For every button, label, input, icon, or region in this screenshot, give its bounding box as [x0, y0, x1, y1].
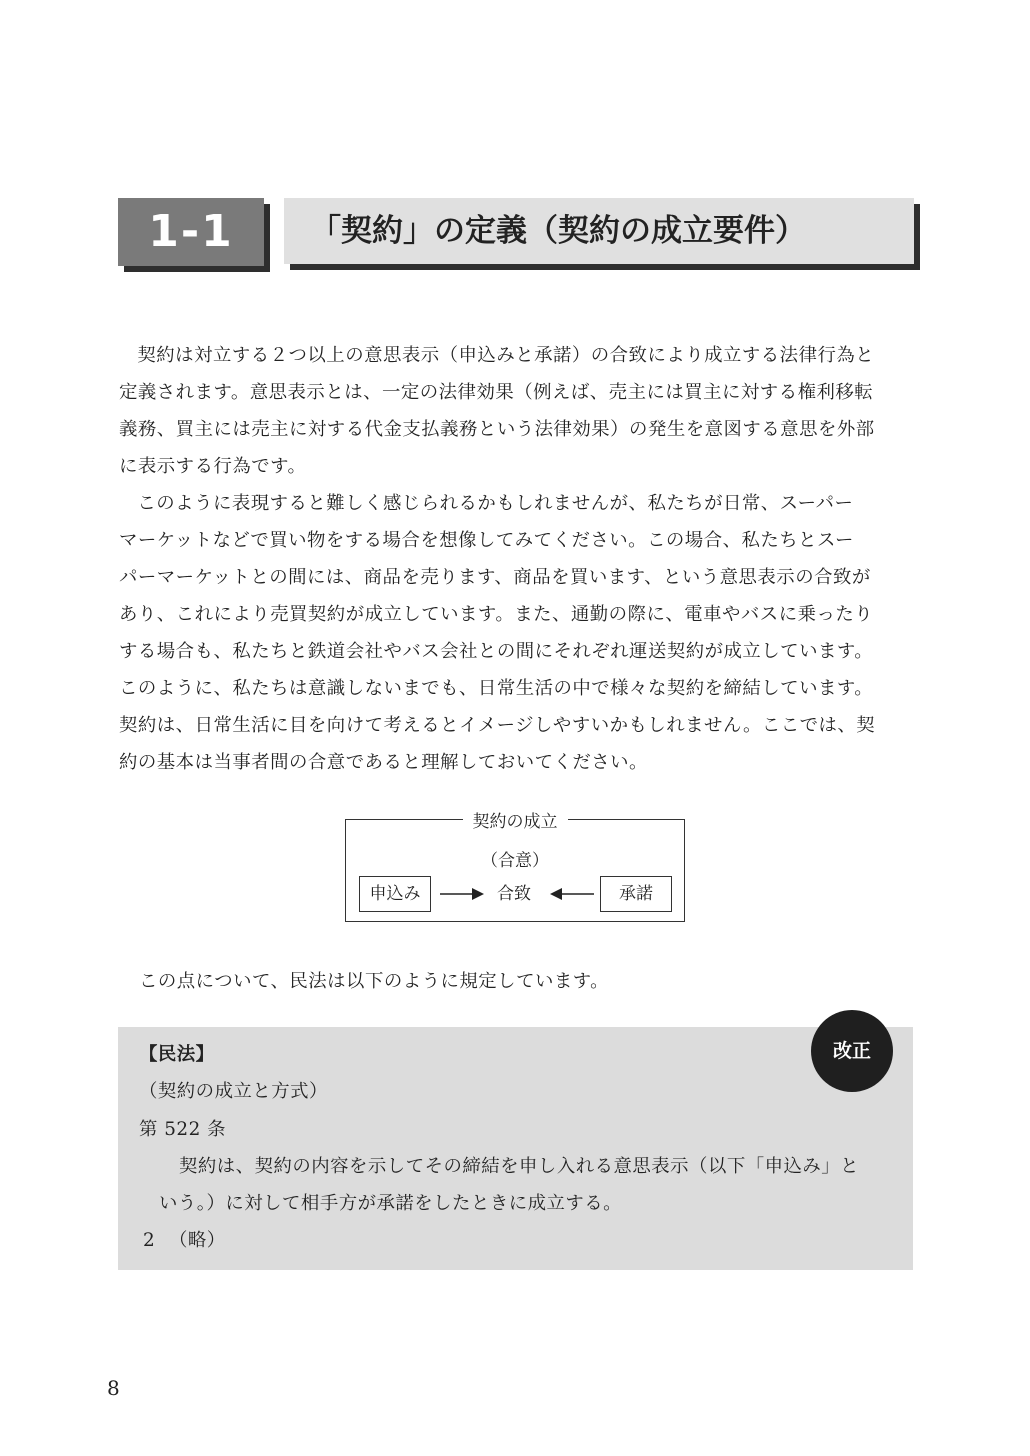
paragraph-line: 義務、買主には売主に対する代金支払義務という法律効果）の発生を意図する意思を外部: [119, 419, 875, 440]
section-title: 「契約」の定義（契約の成立要件）: [284, 198, 914, 264]
paragraph-line: このように表現すると難しく感じられるかもしれませんが、私たちが日常、スーパー: [137, 493, 854, 514]
section-number: 1-1: [118, 198, 264, 266]
law-item-text: （略）: [169, 1230, 226, 1251]
section-header: [118, 198, 920, 272]
conclusion-text: この点について、民法は以下のように規定しています。: [139, 971, 610, 992]
acceptance-box: 承諾: [600, 876, 672, 912]
diagram-subtitle: （合意）: [481, 851, 549, 871]
paragraph-line: に表示する行為です。: [119, 456, 307, 477]
body-text: [119, 337, 914, 781]
law-text-line: 契約は、契約の内容を示してその締結を申し入れる意思表示（以下「申込み」と: [179, 1156, 860, 1177]
agreement-label: 合致: [497, 884, 531, 904]
law-article: 第 522 条: [139, 1119, 227, 1140]
law-text-line: いう。）に対して相手方が承諾をしたときに成立する。: [159, 1193, 623, 1214]
law-item-number: 2: [143, 1230, 156, 1251]
paragraph-line: 契約は、日常生活に目を向けて考えるとイメージしやすいかもしれません。ここでは、契: [119, 715, 876, 736]
law-caption: （契約の成立と方式）: [139, 1081, 328, 1102]
page-number: 8: [107, 1376, 120, 1400]
paragraph-line: マーケットなどで買い物をする場合を想像してみてください。この場合、私たちとスー: [119, 530, 854, 551]
diagram-title: 契約の成立: [346, 807, 684, 832]
arrow-right-icon: [440, 876, 486, 912]
paragraph-line: 契約は対立する２つ以上の意思表示（申込みと承諾）の合致により成立する法律行為と: [137, 345, 875, 366]
paragraph-line: する場合も、私たちと鉄道会社やバス会社との間にそれぞれ運送契約が成立しています。: [119, 641, 874, 662]
revision-badge: 改正: [811, 1010, 893, 1092]
law-header: 【民法】: [139, 1044, 215, 1065]
paragraph-line: 約の基本は当事者間の合意であると理解しておいてください。: [119, 752, 648, 773]
paragraph-line: パーマーケットとの間には、商品を売ります、商品を買います、という意思表示の合致が: [119, 567, 871, 588]
arrow-left-icon: [548, 876, 594, 912]
offer-box: 申込み: [359, 876, 431, 912]
paragraph-line: このように、私たちは意識しないまでも、日常生活の中で様々な契約を締結しています。: [119, 678, 874, 699]
paragraph-line: あり、これにより売買契約が成立しています。また、通勤の際に、電車やバスに乗ったり: [119, 604, 874, 625]
contract-formation-diagram: [345, 812, 685, 922]
civil-code-excerpt: [118, 1027, 913, 1270]
paragraph-line: 定義されます。意思表示とは、一定の法律効果（例えば、売主には買主に対する権利移転: [119, 382, 874, 403]
